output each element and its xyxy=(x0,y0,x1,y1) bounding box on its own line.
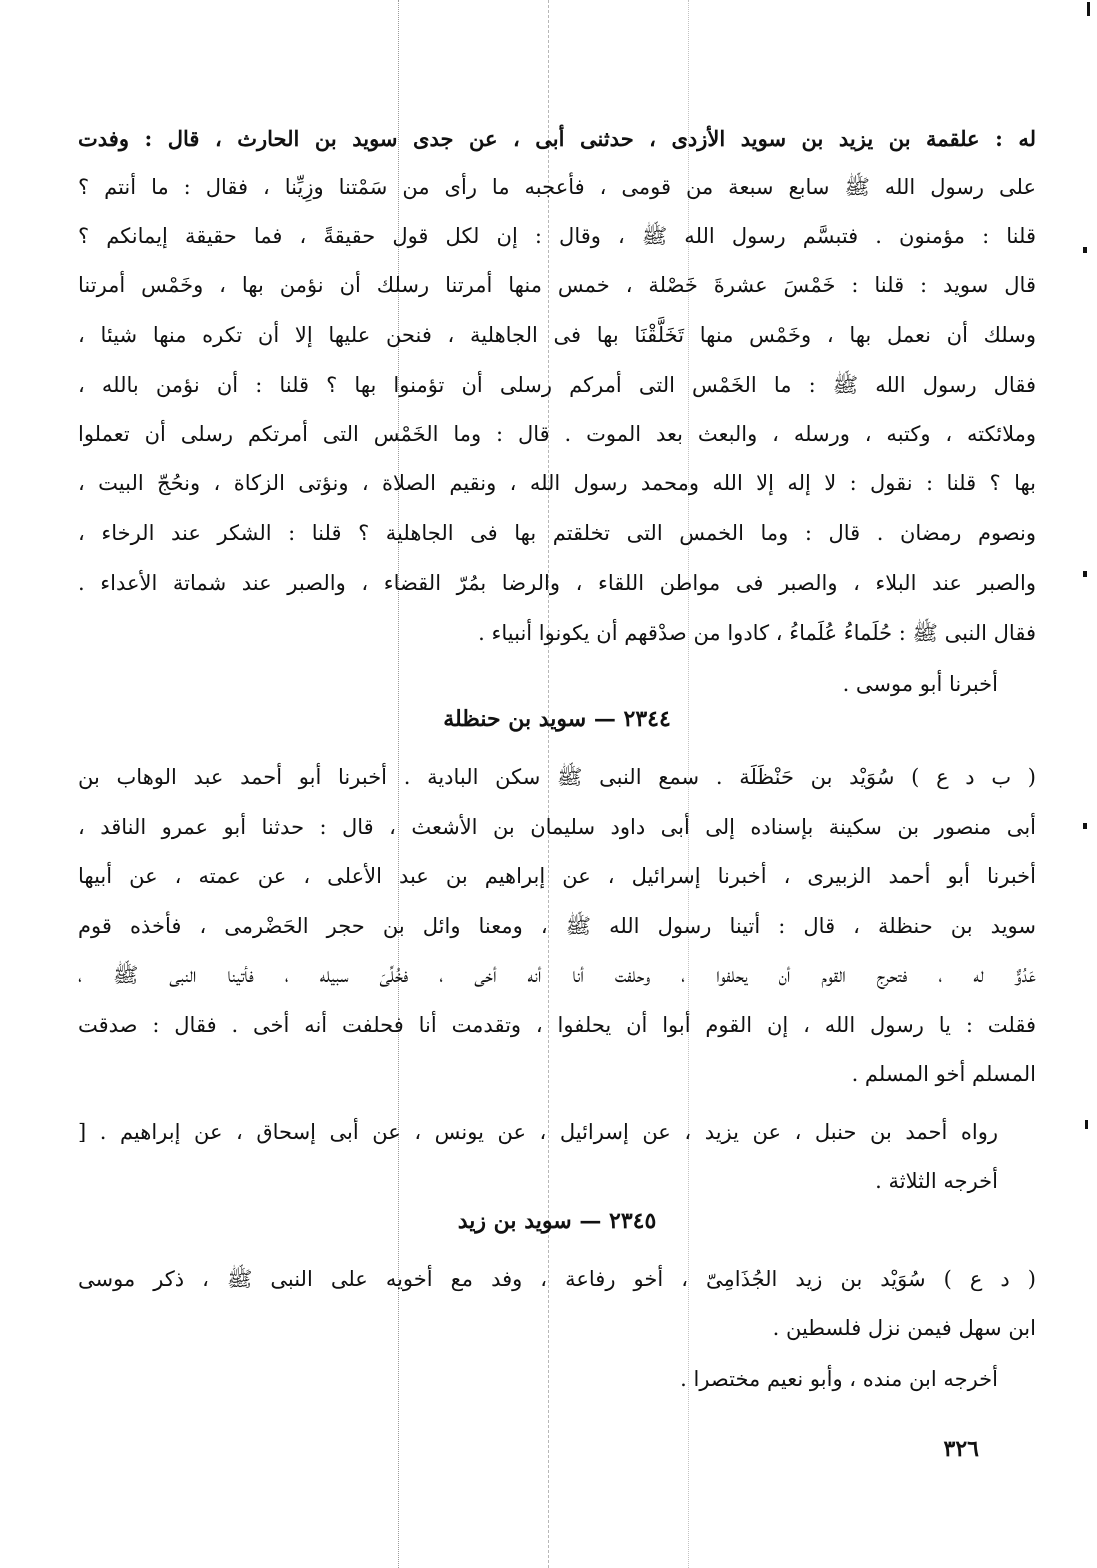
entry-heading: ٢٣٤٥ — سويد بن زيد xyxy=(457,1208,657,1234)
text-line: ابن سهل فيمن نزل فلسطين . xyxy=(772,1316,1036,1340)
text-line: فقلت : يا رسول الله ، إن القوم أبوا أن يحلفوا ، وتقدمت أنا فحلفت أنه أخى . فقال : صدقت xyxy=(78,1013,1036,1037)
margin-mark xyxy=(1083,247,1087,253)
entry-heading: ٢٣٤٤ — سويد بن حنظلة xyxy=(443,706,671,732)
margin-mark xyxy=(1083,571,1087,577)
text-line: رواه أحمد بن حنبل ، عن يزيد ، عن إسرائيل ، عن يونس ، عن أبى إسحاق ، عن إبراهيم . [ xyxy=(78,1120,998,1144)
text-line: عَدُوٌّ له ، فتحرج القوم أن يحلفوا ، وحلفت أنا أنه أخى ، فخُلِّىَ سبيله ، فأتينا النبى ﷺ ، xyxy=(78,963,1036,987)
text-line: سويد بن حنظلة ، قال : أتينا رسول الله ﷺ ، ومعنا وائل بن حجر الحَضْرمى ، فأخذه قوم xyxy=(78,914,1036,938)
margin-mark xyxy=(1083,823,1087,829)
text-line: وسلك أن نعمل بها ، وخَمْس منها تَخَلَّقْنَا بها فى الجاهلية ، فنحن عليها إلا أن تكره منها شيئا ، xyxy=(78,323,1036,347)
margin-mark xyxy=(1087,2,1090,16)
text-line: بها ؟ قلنا : نقول : لا إله إلا الله ومحمد رسول الله ، ونقيم الصلاة ، ونؤتى الزكاة ، ونحُجّ البيت ، xyxy=(78,471,1036,495)
text-line: المسلم أخو المسلم . xyxy=(851,1062,1036,1086)
text-line: أخبرنا أبو أحمد الزبيرى ، أخبرنا إسرائيل ، عن إبراهيم بن عبد الأعلى ، عن عمته ، عن أبيها xyxy=(78,864,1036,888)
text-line: أخرجه ابن منده ، وأبو نعيم مختصرا . xyxy=(680,1367,998,1391)
text-line: أبى منصور بن سكينة بإسناده إلى أبى داود سليمان بن الأشعث ، قال : حدثنا أبو عمرو الناقد ، xyxy=(78,815,1036,839)
text-line: أخرجه الثلاثة . xyxy=(875,1169,998,1193)
text-line: على رسول الله ﷺ سابع سبعة من قومى ، فأعجبه ما رأى من سَمْتنا وزِيِّنا ، فقال : ما أنتم ؟ xyxy=(78,175,1036,199)
page-number: ٣٢٦ xyxy=(943,1436,979,1462)
text-line: ونصوم رمضان . قال : وما الخمس التى تخلقتم بها فى الجاهلية ؟ قلنا : الشكر عند الرخاء ، xyxy=(78,521,1036,545)
text-line: له : علقمة بن يزيد بن سويد الأزدى ، حدثنى أبى ، عن جدى سويد بن الحارث ، قال : وفدت xyxy=(78,126,1036,151)
text-line: قلنا : مؤمنون . فتبسَّم رسول الله ﷺ ، وقال : إن لكل قول حقيقةً ، فما حقيقة إيمانكم ؟ xyxy=(78,224,1036,248)
margin-mark xyxy=(1085,1120,1088,1129)
text-line: والصبر عند البلاء ، والصبر فى مواطن اللقاء ، والرضا بمُرّ القضاء ، والصبر عند شماتة الأعداء . xyxy=(78,571,1036,595)
text-line: فقال النبى ﷺ : حُلَماءُ عُلَماءُ ، كادوا من صدْقهم أن يكونوا أنبياء . xyxy=(478,621,1036,645)
text-line: قال سويد : قلنا : خَمْسَ عشرةَ خَصْلة ، خمس منها أمرتنا رسلك أن نؤمن بها ، وخَمْس أمرتنا xyxy=(78,273,1036,297)
text-line: ( ب د ع ) سُوَيْد بن حَنْظَلَة . سمع النبى ﷺ سكن البادية . أخبرنا أبو أحمد عبد الوهاب بن xyxy=(78,765,1036,789)
text-line: أخبرنا أبو موسى . xyxy=(842,672,998,696)
text-line: وملائكته ، وكتبه ، ورسله ، والبعث بعد الموت . قال : وما الخَمْس التى أمرتكم رسلى أن تعملوا xyxy=(78,422,1036,446)
text-line: فقال رسول الله ﷺ : ما الخَمْس التى أمركم رسلى أن تؤمنوا بها ؟ قلنا : أن نؤمن بالله ، xyxy=(78,373,1036,397)
text-line: ( د ع ) سُوَيْد بن زيد الجُذَامِىّ ، أخو رفاعة ، وفد مع أخويه على النبى ﷺ ، ذكر موسى xyxy=(78,1267,1036,1291)
